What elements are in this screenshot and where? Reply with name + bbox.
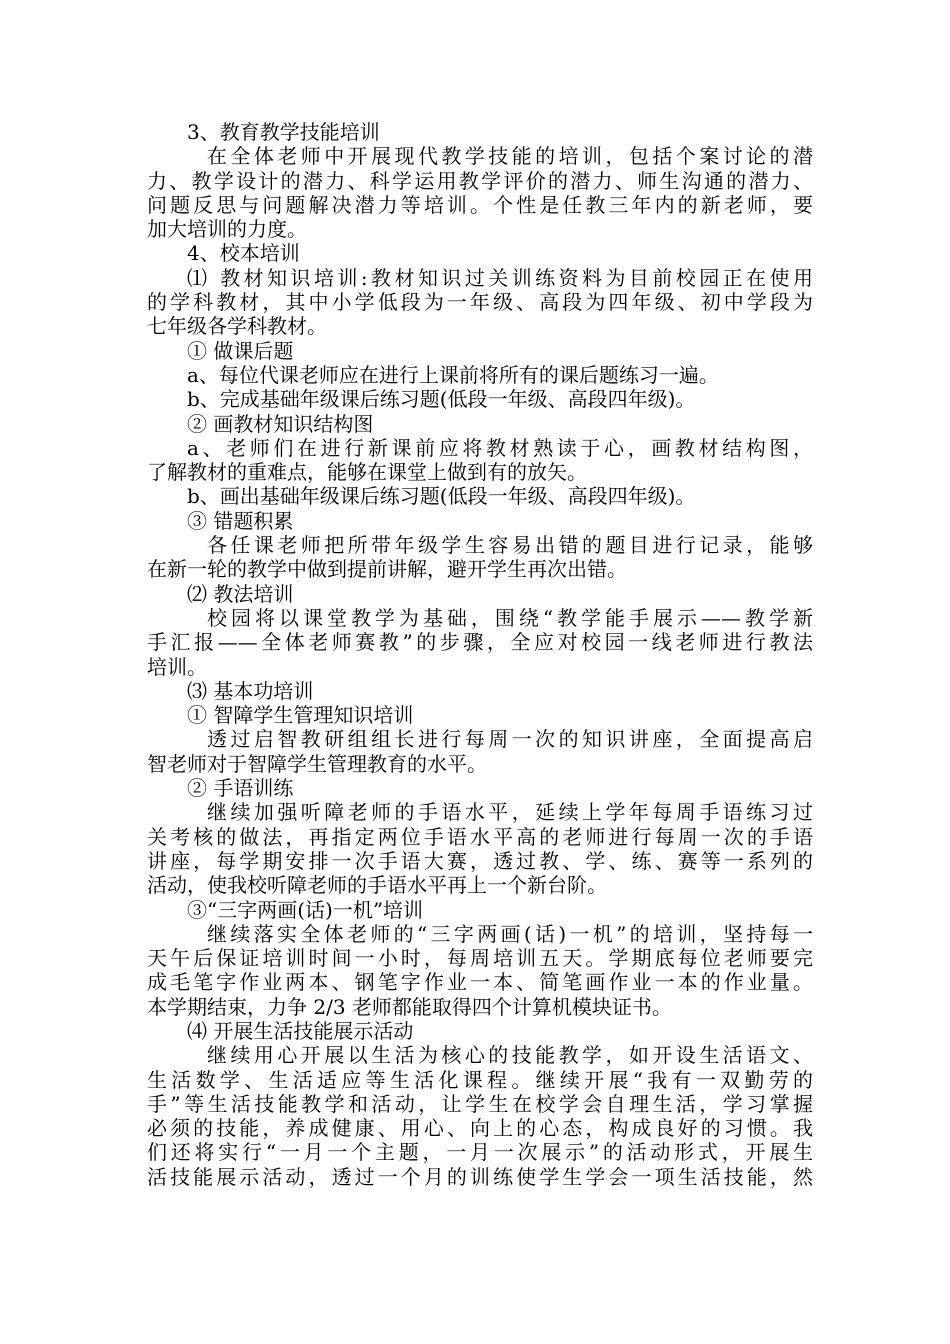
paragraph-line: 问题反思与问题解决潜力等培训。个性是任教三年内的新老师，要 (147, 192, 813, 217)
section-heading-teaching-skills: 3、教育教学技能培训 (187, 120, 380, 144)
list-item-heading: ① 做课后题 (187, 338, 294, 363)
list-item-heading: ① 智障学生管理知识培训 (187, 703, 414, 728)
document-body (147, 120, 813, 1189)
list-item-heading: ③ 错题积累 (187, 508, 294, 533)
paragraph-line: 活技能展示活动，透过一个月的训练使学生学会一项生活技能，然 (147, 1164, 813, 1189)
paragraph-line: 了解教材的重难点，能够在课堂上做到有的放矢。 (147, 460, 587, 485)
paragraph-line: 活动，使我校听障老师的手语水平再上一个新台阶。 (147, 873, 607, 898)
paragraph-line: 天午后保证培训时间一小时，每周培训五天。学期底每位老师要完 (147, 946, 813, 971)
paragraph-line: 七年级各学科教材。 (147, 314, 327, 339)
paragraph-line: 继续加强听障老师的手语水平，延续上学年每周手语练习过 (207, 800, 813, 825)
paragraph-line: 培训。 (147, 654, 207, 679)
paragraph-line: 加大培训的力度。 (147, 217, 307, 242)
paragraph-line: 手”等生活技能教学和活动，让学生在校学会自理生活，学习掌握 (147, 1091, 813, 1116)
paragraph-line: 的学科教材，其中小学低段为一年级、高段为四年级、初中学段为 (147, 290, 813, 315)
subsection-heading-textbook: ⑴ 教材知识培训:教材知识过关训练资料为目前校园正在使用 (187, 265, 813, 290)
subsection-heading-method: ⑵ 教法培训 (187, 581, 294, 606)
paragraph-line: 讲座，每学期安排一次手语大赛，透过教、学、练、赛等一系列的 (147, 848, 813, 873)
paragraph-line: 继续落实全体老师的“三字两画(话)一机”的培训，坚持每一 (207, 921, 813, 946)
section-heading-school-training: 4、校本培训 (187, 241, 300, 266)
paragraph-line: 继续用心开展以生活为核心的技能教学，如开设生活语文、 (207, 1043, 813, 1068)
paragraph-line: 智老师对于智障学生管理教育的水平。 (147, 751, 487, 776)
paragraph-line: 手汇报——全体老师赛教”的步骤，全应对校园一线老师进行教法 (147, 630, 813, 655)
list-item: a、每位代课老师应在进行上课前将所有的课后题练习一遍。 (187, 362, 719, 387)
list-item: a、老师们在进行新课前应将教材熟读于心，画教材结构图， (187, 435, 813, 460)
list-item-heading: ② 手语训练 (187, 776, 294, 801)
paragraph-line: 校园将以课堂教学为基础，围绕“教学能手展示——教学新 (207, 605, 813, 630)
paragraph-line: 成毛笔字作业两本、钢笔字作业一本、简笔画作业一本的作业量。 (147, 970, 813, 995)
paragraph-line: 关考核的做法，再指定两位手语水平高的老师进行每周一次的手语 (147, 824, 813, 849)
paragraph-line: 在新一轮的教学中做到提前讲解，避开学生再次出错。 (147, 557, 627, 582)
paragraph-line: 生活数学、生活适应等生活化课程。继续开展“我有一双勤劳的 (147, 1067, 813, 1092)
paragraph-line: 必须的技能，养成健康、用心、向上的心态，构成良好的习惯。我 (147, 1116, 813, 1141)
list-item-heading: ③“三字两画(话)一机”培训 (187, 897, 424, 922)
paragraph-line: 力、教学设计的潜力、科学运用教学评价的潜力、师生沟通的潜力、 (147, 168, 813, 193)
list-item: b、完成基础年级课后练习题(低段一年级、高段四年级)。 (187, 387, 696, 412)
paragraph-line: 透过启智教研组组长进行每周一次的知识讲座，全面提高启 (207, 727, 813, 752)
paragraph-line: 们还将实行“一月一个主题，一月一次展示”的活动形式，开展生 (147, 1140, 813, 1165)
paragraph-line: 各任课老师把所带年级学生容易出错的题目进行记录，能够 (207, 533, 813, 558)
paragraph-line: 在全体老师中开展现代教学技能的培训，包括个案讨论的潜 (207, 144, 813, 169)
paragraph-line: 本学期结束，力争 2/3 老师都能取得四个计算机模块证书。 (147, 994, 672, 1019)
subsection-heading-life-skills: ⑷ 开展生活技能展示活动 (187, 1018, 414, 1043)
subsection-heading-basic-skills: ⑶ 基本功培训 (187, 678, 314, 703)
list-item: b、画出基础年级课后练习题(低段一年级、高段四年级)。 (187, 484, 696, 509)
list-item-heading: ② 画教材知识结构图 (187, 411, 374, 436)
